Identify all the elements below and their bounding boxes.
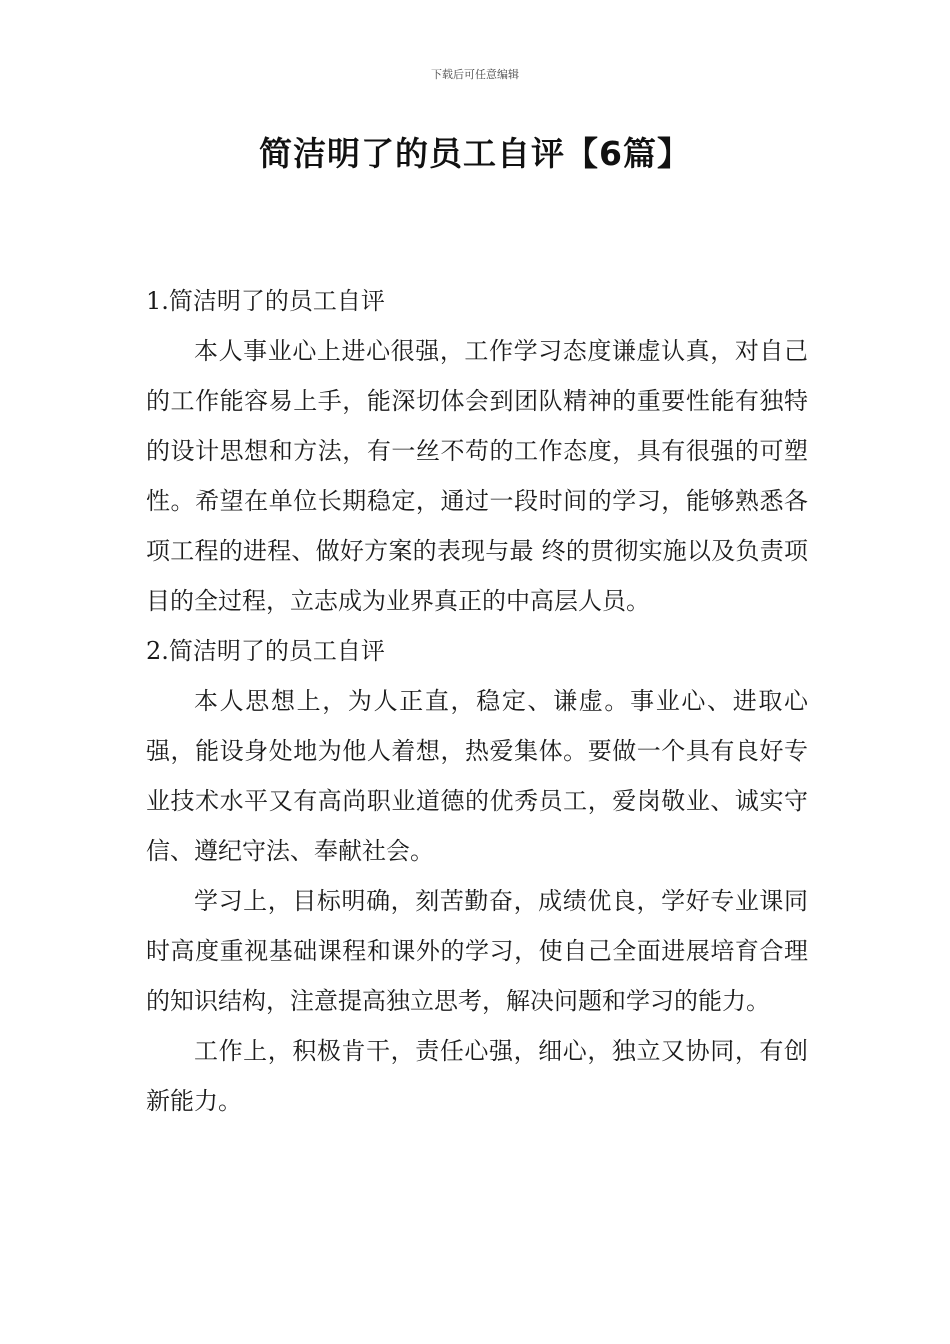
section-heading: 2.简洁明了的员工自评 (146, 637, 385, 665)
paragraph: 工作上，积极肯干，责任心强，细心，独立又协同，有创新能力。 (146, 1037, 808, 1115)
document-body (146, 276, 808, 1126)
header-note: 下载后可任意编辑 (431, 68, 519, 81)
document-title: 简洁明了的员工自评【6篇】 (259, 134, 691, 173)
paragraph: 本人思想上，为人正直，稳定、谦虚。事业心、进取心强，能设身处地为他人着想，热爱集体。要做一个具有良好专业技术水平又有高尚职业道德的优秀员工，爱岗敬业、诚实守信、遵纪守法、奉献社会。 (146, 687, 808, 865)
paragraph: 学习上，目标明确，刻苦勤奋，成绩优良，学好专业课同时高度重视基础课程和课外的学习，使自己全面进展培育合理的知识结构，注意提高独立思考，解决问题和学习的能力。 (146, 887, 808, 1015)
paragraph: 本人事业心上进心很强，工作学习态度谦虚认真，对自己的工作能容易上手，能深切体会到团队精神的重要性能有独特的设计思想和方法，有一丝不苟的工作态度，具有很强的可塑性。希望在单位长期稳定，通过一段时间的学习，能够熟悉各项工程的进程、做好方案的表现与最 终的贯彻实施以及负责项目的全过程，立志成为业界真正的中高层人员。 (146, 337, 808, 615)
section-heading: 1.简洁明了的员工自评 (146, 287, 385, 315)
